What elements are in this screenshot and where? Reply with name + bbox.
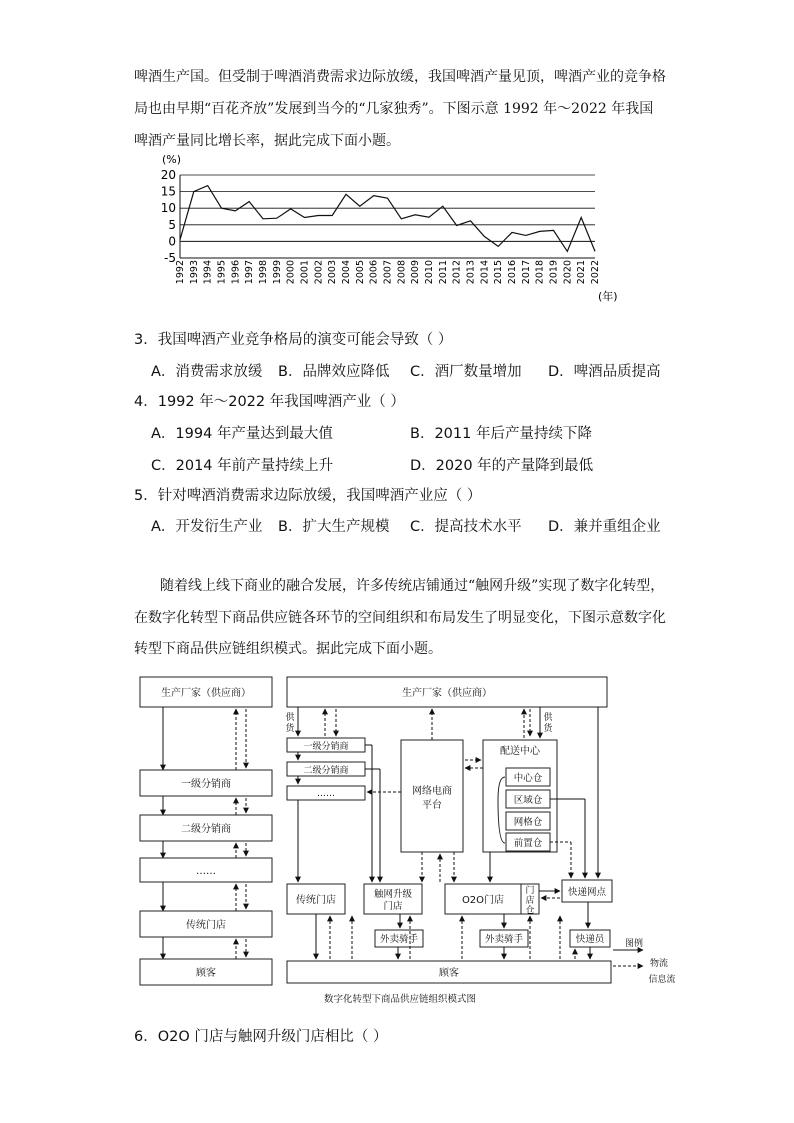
q5-option-d[interactable]: D．兼并重组企业: [548, 519, 661, 535]
express-point-label: 快递网点: [567, 887, 607, 898]
y-tick-label: 15: [160, 184, 176, 199]
x-tick-label: 1998: [258, 260, 269, 285]
intro-paragraph-line: 随着线上线下商业的融合发展，许多传统店铺通过“触网升级”实现了数字化转型，: [160, 578, 665, 594]
region-warehouse-label: 区域仓: [513, 795, 543, 806]
right-distributor2-label: 二级分销商: [303, 766, 349, 776]
y-tick-label: 0: [168, 234, 176, 249]
x-tick-label: 2005: [354, 260, 366, 285]
left-distributor1-label: 一级分销商: [181, 779, 231, 790]
x-tick-label: 1996: [230, 260, 242, 285]
x-tick-label: 1992: [175, 260, 186, 285]
question-4-stem: 4．1992 年～2022 年我国啤酒产业（ ）: [134, 394, 405, 410]
store-wh-label-3: 仓: [525, 906, 535, 916]
q3-option-b[interactable]: B．品牌效应降低: [278, 364, 390, 380]
x-tick-label: 2000: [285, 260, 297, 285]
legend-info-label: 信息流: [648, 975, 676, 985]
y-tick-label: 20: [160, 168, 176, 182]
supply-label-left-2: 货: [285, 724, 295, 734]
q3-option-a[interactable]: A．消费需求放缓: [151, 364, 263, 380]
legend-logistics-label: 物流: [649, 959, 669, 969]
left-distributor2-label: 二级分销商: [181, 824, 231, 835]
x-tick-label: 2018: [534, 260, 546, 285]
x-tick-label: 1994: [202, 260, 214, 285]
question-5-stem: 5．针对啤酒消费需求边际放缓，我国啤酒产业应（ ）: [134, 488, 482, 504]
x-tick-label: 2002: [313, 260, 325, 285]
center-warehouse-label: 中心仓: [513, 773, 543, 784]
x-tick-label: 2020: [562, 260, 574, 285]
left-ellipsis-label: ……: [196, 866, 216, 877]
intro-paragraph-line: 局也由早期“百花齐放”发展到当今的“几家独秀”。下图示意 1992 年～2022 年我国: [134, 101, 654, 117]
x-tick-label: 2009: [410, 260, 422, 285]
left-traditional-store-label: 传统门店: [186, 920, 226, 931]
intro-paragraph-line: 啤酒产量同比增长率，据此完成下面小题。: [134, 133, 400, 149]
upgraded-store-label-1: 触网升级: [373, 889, 413, 900]
question-6-stem: 6．O2O 门店与触网升级门店相比（ ）: [134, 1029, 388, 1045]
x-tick-label: 2013: [465, 260, 477, 285]
x-tick-label: 2010: [424, 260, 435, 285]
left-customer-label: 顾客: [196, 968, 216, 979]
warehouse-bracket: [498, 777, 505, 843]
store-wh-label-1: 门: [525, 886, 535, 896]
right-distributor1-label: 一级分销商: [303, 742, 349, 752]
supply-label-right-1: 供: [543, 713, 553, 723]
x-tick-label: 2011: [437, 260, 449, 285]
right-producer-label: 生产厂家（供应商）: [402, 688, 492, 699]
x-tick-label: 2016: [507, 260, 518, 285]
x-tick-label: 2003: [327, 260, 339, 285]
left-producer-label: 生产厂家（供应商）: [161, 688, 251, 699]
q3-option-c[interactable]: C．酒厂数量增加: [410, 364, 522, 380]
q4-option-d[interactable]: D．2020 年的产量降到最低: [410, 458, 594, 474]
o2o-store-label: O2O门店: [461, 895, 505, 906]
x-tick-label: 2001: [299, 260, 311, 285]
supply-label-left-1: 供: [285, 713, 295, 723]
upgraded-store-label-2: 门店: [383, 901, 403, 912]
q5-option-a[interactable]: A．开发衍生产业: [151, 519, 263, 535]
x-tick-label: 1993: [188, 260, 200, 285]
x-tick-label: 2019: [548, 260, 560, 285]
q4-option-c[interactable]: C．2014 年前产量持续上升: [151, 458, 334, 474]
legend-title: 图例: [624, 939, 644, 949]
y-tick-label: 5: [168, 217, 176, 232]
supply-label-right-2: 货: [543, 724, 553, 734]
grid-warehouse-label: 网格仓: [513, 817, 543, 828]
x-tick-label: 2021: [576, 260, 588, 285]
y-axis-label: (%): [162, 153, 182, 166]
x-tick-label: 2015: [493, 260, 505, 285]
q4-option-b[interactable]: B．2011 年后产量持续下降: [410, 426, 592, 442]
front-warehouse-label: 前置仓: [513, 838, 543, 849]
intro-paragraph-line: 转型下商品供应链组织模式。据此完成下面小题。: [134, 641, 442, 657]
store-wh-label-2: 店: [525, 896, 535, 906]
q5-option-c[interactable]: C．提高技术水平: [410, 519, 522, 535]
right-ellipsis-label: ……: [317, 789, 335, 799]
x-tick-label: 1995: [216, 260, 228, 285]
x-tick-label: 2022: [590, 260, 601, 285]
y-tick-label: 10: [160, 201, 176, 216]
diagram-caption: 数字化转型下商品供应链组织模式图: [323, 994, 477, 1005]
x-tick-label: 2006: [368, 260, 380, 285]
rider-label-1: 外卖骑手: [379, 934, 419, 945]
intro-paragraph-line: 啤酒生产国。但受制于啤酒消费需求边际放缓，我国啤酒产量见顶，啤酒产业的竞争格: [134, 69, 666, 85]
x-tick-label: 2007: [382, 260, 394, 285]
rider-label-2: 外卖骑手: [484, 934, 524, 945]
distribution-center-label: 配送中心: [500, 746, 540, 757]
intro-paragraph-line: 在数字化转型下商品供应链各环节的空间组织和布局发生了明显变化，下图示意数字化: [134, 610, 666, 626]
x-tick-label: 2004: [341, 260, 352, 285]
x-tick-label: 1999: [271, 260, 283, 285]
q5-option-b[interactable]: B．扩大生产规模: [278, 519, 390, 535]
q3-option-d[interactable]: D．啤酒品质提高: [548, 364, 661, 380]
online-platform-label-1: 网络电商: [412, 786, 452, 797]
x-tick-label: 2014: [479, 260, 491, 285]
online-platform-label-2: 平台: [422, 800, 442, 811]
q4-option-a[interactable]: A．1994 年产量达到最大值: [151, 426, 333, 442]
right-traditional-store-label: 传统门店: [296, 895, 336, 906]
y-tick-label: -5: [164, 251, 176, 265]
x-axis-label: (年): [598, 290, 618, 303]
x-tick-label: 1997: [244, 260, 256, 285]
x-tick-label: 2008: [396, 260, 408, 285]
right-customer-label: 顾客: [439, 968, 459, 979]
question-3-stem: 3．我国啤酒产业竞争格局的演变可能会导致（ ）: [134, 332, 453, 348]
courier-label: 快递员: [575, 934, 605, 945]
x-tick-label: 2012: [451, 260, 463, 285]
x-tick-label: 2017: [520, 260, 532, 285]
